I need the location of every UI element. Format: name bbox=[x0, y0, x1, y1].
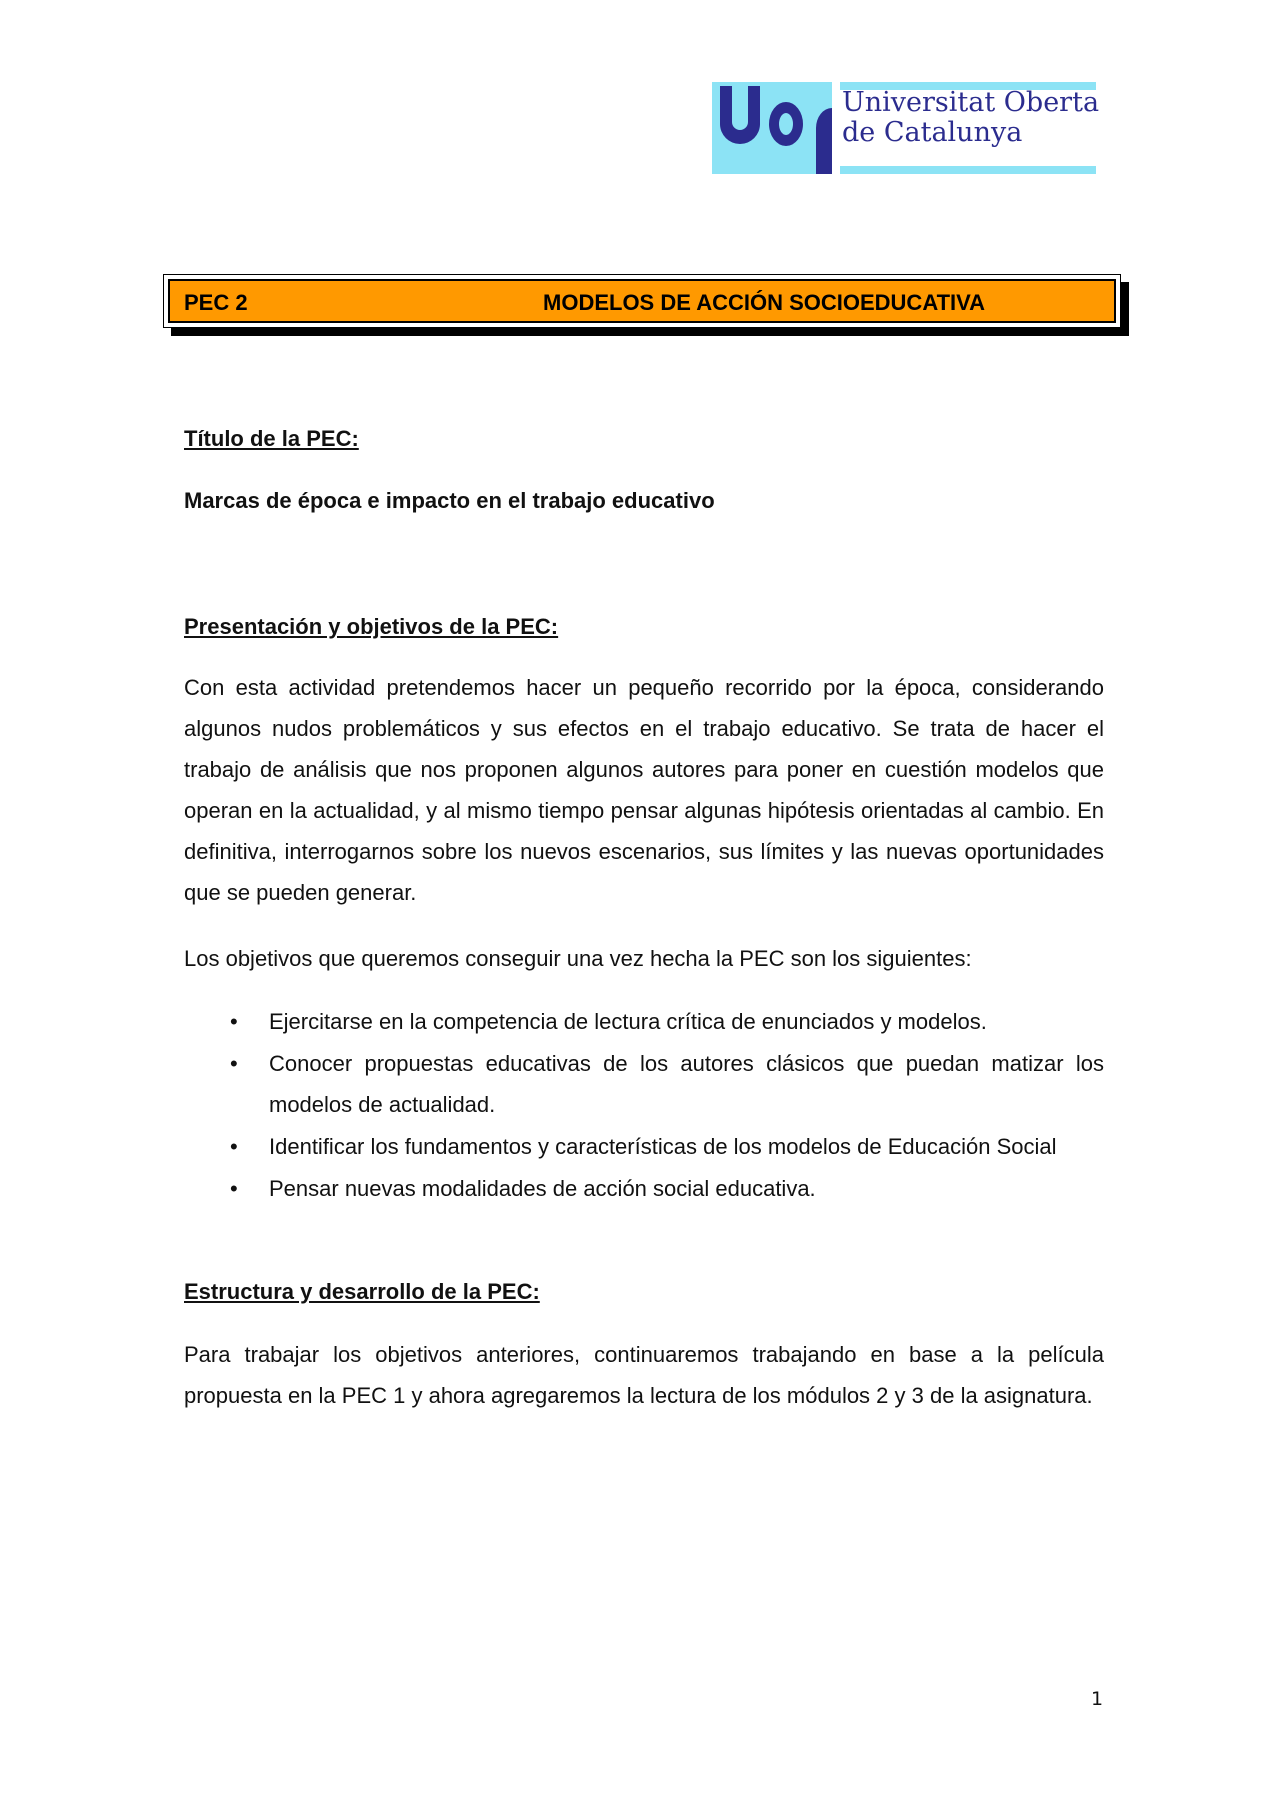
list-item bbox=[184, 1168, 1104, 1209]
list-item bbox=[184, 1043, 1104, 1125]
header-frame bbox=[163, 274, 1121, 328]
page-number: 1 bbox=[1091, 1688, 1104, 1710]
structure-paragraph: Para trabajar los objetivos anteriores, continuaremos trabajando en base a la película propuesta en la PEC 1 y ahora agregaremos la lectura de los módulos 2 y 3 de la asignatura. bbox=[184, 1342, 1104, 1408]
course-title: MODELOS DE ACCIÓN SOCIOEDUCATIVA bbox=[543, 290, 986, 315]
presentation-paragraph: Con esta actividad pretendemos hacer un pequeño recorrido por la época, considerando algunos nudos problemáticos y sus efectos en el trabajo educativo. Se trata de hacer el trabajo de análisis que nos proponen algunos autores para poner en cuestión modelos que operan en la actualidad, y al mismo tiempo pensar algunas hipótesis orientadas al cambio. En definitiva, interrogarnos sobre los nuevos escenarios, sus límites y las nuevas oportunidades que se pueden generar. bbox=[184, 675, 1104, 905]
section-heading-estructura: Estructura y desarrollo de la PEC: bbox=[184, 1279, 540, 1304]
bullet-icon: • bbox=[230, 1009, 238, 1034]
list-item bbox=[184, 1126, 1104, 1167]
section-heading-presentacion: Presentación y objetivos de la PEC: bbox=[184, 614, 559, 639]
section-heading-titulo: Título de la PEC: bbox=[184, 426, 359, 451]
logo-wordmark bbox=[842, 88, 1099, 148]
activity-title: Marcas de época e impacto en el trabajo educativo bbox=[184, 488, 715, 513]
objective-text: Ejercitarse en la competencia de lectura crítica de enunciados y modelos. bbox=[269, 1009, 987, 1034]
logo-line-2: de Catalunya bbox=[842, 117, 1023, 148]
objective-text: Pensar nuevas modalidades de acción social educativa. bbox=[269, 1176, 816, 1201]
list-item bbox=[184, 1001, 1104, 1042]
objective-text: Conocer propuestas educativas de los autores clásicos que puedan matizar los modelos de actualidad. bbox=[269, 1051, 1104, 1117]
activity-code: PEC 2 bbox=[184, 290, 248, 315]
logo-line-1: Universitat Oberta bbox=[842, 87, 1100, 118]
objective-text: Identificar los fundamentos y características de los modelos de Educación Social bbox=[269, 1134, 1057, 1159]
objectives-intro: Los objetivos que queremos conseguir una vez hecha la PEC son los siguientes: bbox=[184, 946, 972, 971]
course-header-bar bbox=[163, 274, 1121, 328]
bullet-icon: • bbox=[230, 1134, 238, 1159]
bullet-icon: • bbox=[230, 1051, 238, 1076]
header-fill bbox=[168, 279, 1116, 323]
objectives-list bbox=[184, 1001, 1104, 1210]
bullet-icon: • bbox=[230, 1176, 238, 1201]
uoc-logo bbox=[712, 82, 1100, 174]
